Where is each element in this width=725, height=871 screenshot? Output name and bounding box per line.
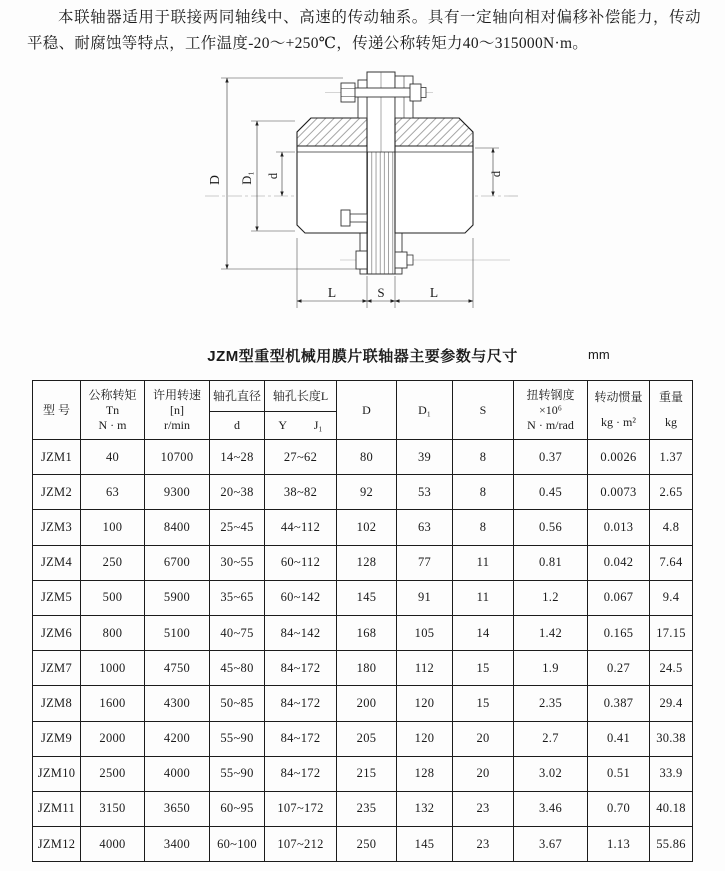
header-stiffness-line1: 扭转钢度	[526, 387, 575, 402]
table-cell: 92	[337, 475, 397, 510]
table-cell: 1.13	[588, 827, 650, 862]
header-speed	[145, 381, 210, 440]
table-cell: 20~38	[210, 475, 265, 510]
table-cell: 4000	[81, 827, 145, 862]
table-cell: 40~75	[210, 615, 265, 650]
table-cell: 63	[397, 510, 453, 545]
table-cell: 11	[453, 545, 514, 580]
header-bore-length-sub	[265, 412, 337, 440]
header-bore-diameter-sub: d	[210, 412, 265, 440]
table-cell: JZM1	[33, 440, 81, 475]
table-cell: 4300	[145, 686, 210, 721]
table-cell: 60~142	[265, 580, 337, 615]
table-cell: 4000	[145, 756, 210, 791]
table-cell: 25~45	[210, 510, 265, 545]
table-cell: 0.81	[514, 545, 588, 580]
table-row	[33, 580, 693, 615]
header-torque-line1: 公称转矩	[88, 387, 137, 402]
table-cell: 80	[337, 440, 397, 475]
table-cell: 3650	[145, 791, 210, 826]
header-model: 型 号	[33, 381, 81, 440]
table-cell: 8	[453, 475, 514, 510]
table-cell: 120	[397, 686, 453, 721]
table-cell: 180	[337, 651, 397, 686]
header-torque-line3: N · m	[98, 417, 127, 432]
table-cell: 91	[397, 580, 453, 615]
table-cell: 0.45	[514, 475, 588, 510]
coupling-diagram	[185, 68, 540, 324]
table-cell: 2500	[81, 756, 145, 791]
table-cell: 30.38	[650, 721, 693, 756]
table-cell: 4200	[145, 721, 210, 756]
table-row	[33, 651, 693, 686]
table-cell: JZM8	[33, 686, 81, 721]
table-cell: 800	[81, 615, 145, 650]
table-cell: 107~212	[265, 827, 337, 862]
table-cell: 235	[337, 791, 397, 826]
table-cell: 27~62	[265, 440, 337, 475]
table-cell: 3400	[145, 827, 210, 862]
table-cell: 112	[397, 651, 453, 686]
dim-label-D: D	[207, 175, 222, 185]
table-cell: 24.5	[650, 651, 693, 686]
table-cell: 0.0026	[588, 440, 650, 475]
table-cell: 8	[453, 510, 514, 545]
table-cell: 4.8	[650, 510, 693, 545]
header-bore-length: 轴孔长度L	[265, 381, 337, 412]
header-bore-length-y: Y	[278, 418, 288, 432]
table-cell: 0.56	[514, 510, 588, 545]
table-row	[33, 686, 693, 721]
table-cell: 30~55	[210, 545, 265, 580]
header-speed-line2: [n]	[170, 402, 184, 417]
header-bore-diameter: 轴孔直径	[210, 381, 265, 412]
table-cell: 0.0073	[588, 475, 650, 510]
table-cell: 84~172	[265, 756, 337, 791]
table-row	[33, 827, 693, 862]
table-row	[33, 440, 693, 475]
table-cell: 0.067	[588, 580, 650, 615]
table-cell: 1.37	[650, 440, 693, 475]
table-cell: 1.9	[514, 651, 588, 686]
table-cell: 0.165	[588, 615, 650, 650]
table-cell: 45~80	[210, 651, 265, 686]
table-cell: 145	[337, 580, 397, 615]
caption-row	[0, 345, 725, 367]
table-cell: 6700	[145, 545, 210, 580]
table-cell: 1.42	[514, 615, 588, 650]
table-cell: 0.51	[588, 756, 650, 791]
table-cell: 40	[81, 440, 145, 475]
header-stiffness-line2: ×10⁶	[539, 402, 562, 417]
table-cell: 84~172	[265, 651, 337, 686]
table-cell: 5100	[145, 615, 210, 650]
table-cell: 20	[453, 756, 514, 791]
table-cell: 120	[397, 721, 453, 756]
header-torque-line2: Tn	[105, 402, 120, 417]
table-cell: 4750	[145, 651, 210, 686]
table-cell: 128	[337, 545, 397, 580]
table-cell: 9.4	[650, 580, 693, 615]
table-cell: 5900	[145, 580, 210, 615]
table-cell: 107~172	[265, 791, 337, 826]
table-row	[33, 615, 693, 650]
table-cell: 15	[453, 651, 514, 686]
table-cell: 17.15	[650, 615, 693, 650]
table-cell: JZM10	[33, 756, 81, 791]
table-cell: JZM5	[33, 580, 81, 615]
dim-label-d-right: d	[489, 170, 503, 178]
table-cell: 105	[397, 615, 453, 650]
table-cell: 3.02	[514, 756, 588, 791]
table-cell: 55.86	[650, 827, 693, 862]
table-cell: 3.67	[514, 827, 588, 862]
header-D1: D₁	[397, 381, 453, 440]
table-cell: 55~90	[210, 756, 265, 791]
table-cell: 2.65	[650, 475, 693, 510]
table-cell: 145	[397, 827, 453, 862]
table-cell: 0.013	[588, 510, 650, 545]
table-cell: 205	[337, 721, 397, 756]
params-table	[32, 380, 693, 862]
table-cell: JZM2	[33, 475, 81, 510]
table-cell: 53	[397, 475, 453, 510]
dim-label-S: S	[377, 285, 385, 300]
table-cell: 20	[453, 721, 514, 756]
table-cell: 10700	[145, 440, 210, 475]
table-cell: 0.387	[588, 686, 650, 721]
table-cell: 39	[397, 440, 453, 475]
table-cell: 23	[453, 791, 514, 826]
header-torque	[81, 381, 145, 440]
table-cell: JZM9	[33, 721, 81, 756]
table-cell: 33.9	[650, 756, 693, 791]
header-S: S	[453, 381, 514, 440]
table-cell: 1000	[81, 651, 145, 686]
header-stiffness	[514, 381, 588, 440]
table-cell: JZM12	[33, 827, 81, 862]
header-speed-line1: 许用转速	[152, 387, 201, 402]
table-cell: 250	[81, 545, 145, 580]
table-cell: 2.7	[514, 721, 588, 756]
table-title: JZM型重型机械用膜片联轴器主要参数与尺寸	[207, 348, 518, 365]
table-cell: 15	[453, 686, 514, 721]
dim-label-D1: D₁	[240, 171, 254, 185]
table-cell: 8400	[145, 510, 210, 545]
header-inertia-line1: 转动惯量	[594, 390, 643, 404]
table-cell: 38~82	[265, 475, 337, 510]
header-weight-line2: kg	[665, 415, 677, 429]
table-cell: 77	[397, 545, 453, 580]
table-cell: 35~65	[210, 580, 265, 615]
table-cell: JZM3	[33, 510, 81, 545]
table-cell: 1.2	[514, 580, 588, 615]
table-cell: 0.70	[588, 791, 650, 826]
table-cell: 29.4	[650, 686, 693, 721]
table-row	[33, 510, 693, 545]
table-cell: 50~85	[210, 686, 265, 721]
table-cell: JZM11	[33, 791, 81, 826]
table-cell: 0.042	[588, 545, 650, 580]
table-cell: 500	[81, 580, 145, 615]
table-cell: 3150	[81, 791, 145, 826]
table-cell: 63	[81, 475, 145, 510]
table-row	[33, 475, 693, 510]
table-cell: 84~172	[265, 721, 337, 756]
table-cell: 11	[453, 580, 514, 615]
table-cell: 200	[337, 686, 397, 721]
table-cell: 44~112	[265, 510, 337, 545]
table-row	[33, 791, 693, 826]
header-inertia-line2: kg · m²	[601, 415, 636, 429]
table-body	[33, 440, 693, 862]
table-cell: 14	[453, 615, 514, 650]
table-cell: JZM4	[33, 545, 81, 580]
table-cell: 250	[337, 827, 397, 862]
header-weight	[650, 381, 693, 440]
table-cell: 60~112	[265, 545, 337, 580]
table-cell: 84~172	[265, 686, 337, 721]
table-cell: 215	[337, 756, 397, 791]
table-cell: 168	[337, 615, 397, 650]
dim-label-L-left: L	[327, 285, 337, 300]
table-cell: 0.37	[514, 440, 588, 475]
table-cell: 1600	[81, 686, 145, 721]
table-cell: 23	[453, 827, 514, 862]
table-cell: JZM7	[33, 651, 81, 686]
table-row	[33, 756, 693, 791]
header-D: D	[337, 381, 397, 440]
table-row	[33, 721, 693, 756]
table-cell: JZM6	[33, 615, 81, 650]
table-cell: 60~100	[210, 827, 265, 862]
intro-paragraph: 本联轴器适用于联接两同轴线中、高速的传动轴系。具有一定轴向相对偏移补偿能力，传动平稳、耐腐蚀等特点，工作温度-20～+250℃，传递公称转矩力40～315000N·m。	[27, 9, 701, 52]
dim-label-L-right: L	[429, 285, 439, 300]
table-row	[33, 545, 693, 580]
header-stiffness-line3: N · m/rad	[527, 417, 574, 432]
table-cell: 55~90	[210, 721, 265, 756]
table-cell: 60~95	[210, 791, 265, 826]
table-cell: 8	[453, 440, 514, 475]
table-cell: 132	[397, 791, 453, 826]
table-cell: 9300	[145, 475, 210, 510]
header-inertia	[588, 381, 650, 440]
table-cell: 0.41	[588, 721, 650, 756]
table-cell: 128	[397, 756, 453, 791]
dim-label-d-left: d	[266, 172, 280, 180]
table-cell: 100	[81, 510, 145, 545]
table-cell: 84~142	[265, 615, 337, 650]
table-cell: 7.64	[650, 545, 693, 580]
header-speed-line3: r/min	[164, 417, 190, 432]
table-cell: 3.46	[514, 791, 588, 826]
table-cell: 102	[337, 510, 397, 545]
table-cell: 2.35	[514, 686, 588, 721]
coupling-drawing	[185, 68, 540, 324]
header-weight-line1: 重量	[658, 390, 683, 404]
unit-label: mm	[588, 347, 610, 362]
table-cell: 2000	[81, 721, 145, 756]
table-cell: 14~28	[210, 440, 265, 475]
table-cell: 40.18	[650, 791, 693, 826]
table-cell: 0.27	[588, 651, 650, 686]
header-bore-length-j1: J₁	[313, 418, 323, 432]
